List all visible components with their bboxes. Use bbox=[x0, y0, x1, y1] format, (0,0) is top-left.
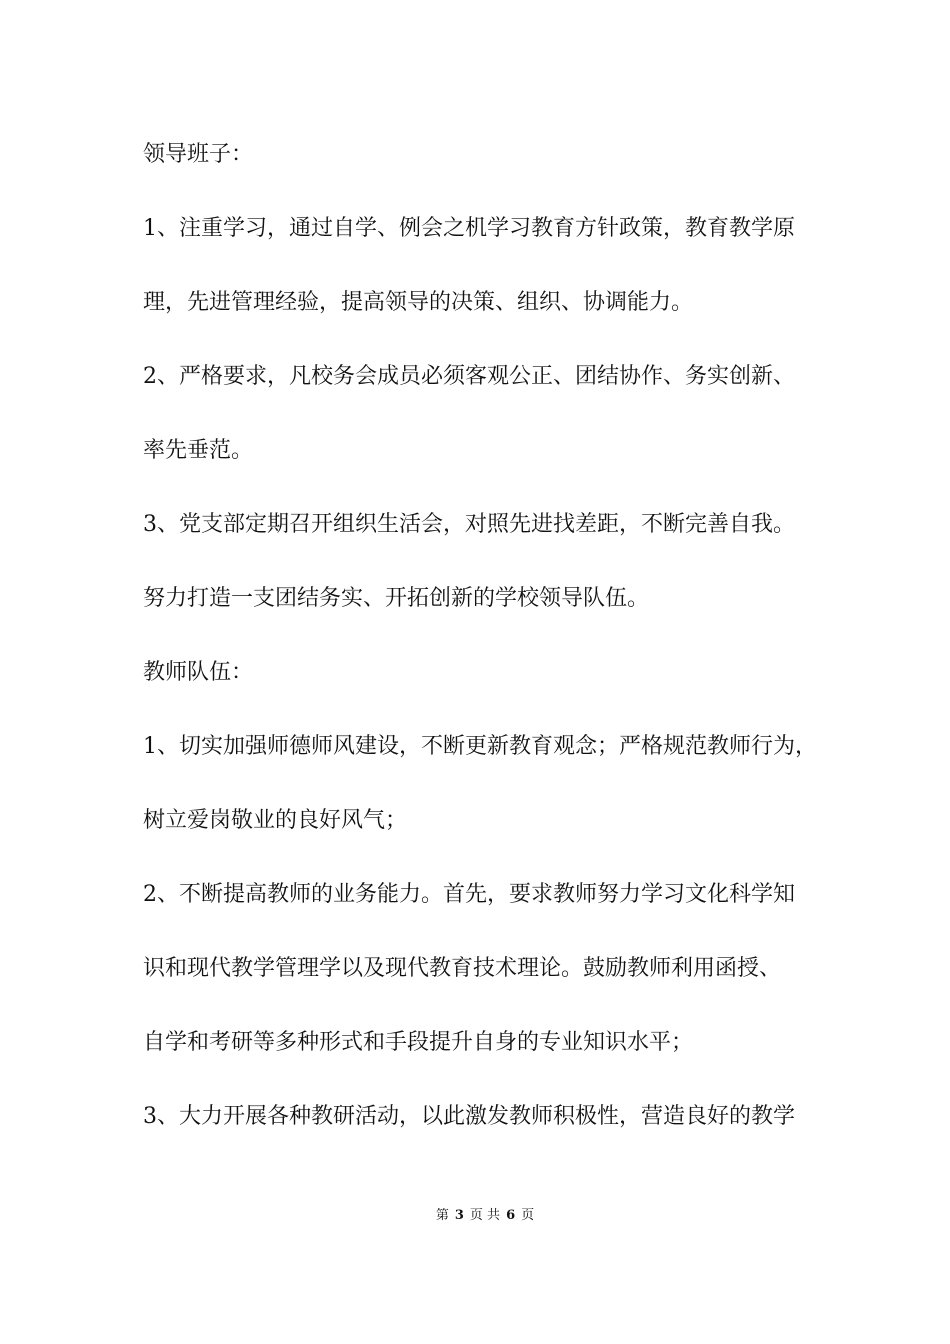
paragraph-line: 努力打造一支团结务实、开拓创新的学校领导队伍。 bbox=[143, 586, 650, 611]
section-heading-teachers: 教师队伍： bbox=[143, 660, 254, 685]
paragraph-line: 3、大力开展各种教研活动，以此激发教师积极性，营造良好的教学 bbox=[143, 1104, 795, 1129]
paragraph-line: 3、党支部定期召开组织生活会，对照先进找差距，不断完善自我。 bbox=[143, 512, 795, 537]
paragraph-line: 率先垂范。 bbox=[143, 438, 254, 463]
page-number-footer bbox=[0, 1208, 950, 1224]
paragraph-line: 理，先进管理经验，提高领导的决策、组织、协调能力。 bbox=[143, 290, 694, 315]
footer-suffix: 页 bbox=[521, 1208, 535, 1223]
paragraph-line: 2、不断提高教师的业务能力。首先，要求教师努力学习文化科学知 bbox=[143, 882, 795, 907]
footer-middle: 页 共 bbox=[469, 1208, 501, 1223]
section-heading-leadership: 领导班子： bbox=[143, 142, 254, 167]
paragraph-line: 树立爱岗敬业的良好风气； bbox=[143, 808, 408, 833]
footer-prefix: 第 bbox=[435, 1208, 449, 1223]
paragraph-line: 2、严格要求，凡校务会成员必须客观公正、团结协作、务实创新、 bbox=[143, 364, 795, 389]
paragraph-line: 1、注重学习，通过自学、例会之机学习教育方针政策，教育教学原 bbox=[143, 216, 795, 241]
paragraph-line: 识和现代教学管理学以及现代教育技术理论。鼓励教师利用函授、 bbox=[143, 956, 782, 981]
total-page-count: 6 bbox=[506, 1208, 516, 1223]
paragraph-line: 自学和考研等多种形式和手段提升自身的专业知识水平； bbox=[143, 1030, 694, 1055]
current-page-number: 3 bbox=[454, 1208, 464, 1223]
paragraph-line: 1、切实加强师德师风建设，不断更新教育观念；严格规范教师行为， bbox=[143, 734, 817, 759]
